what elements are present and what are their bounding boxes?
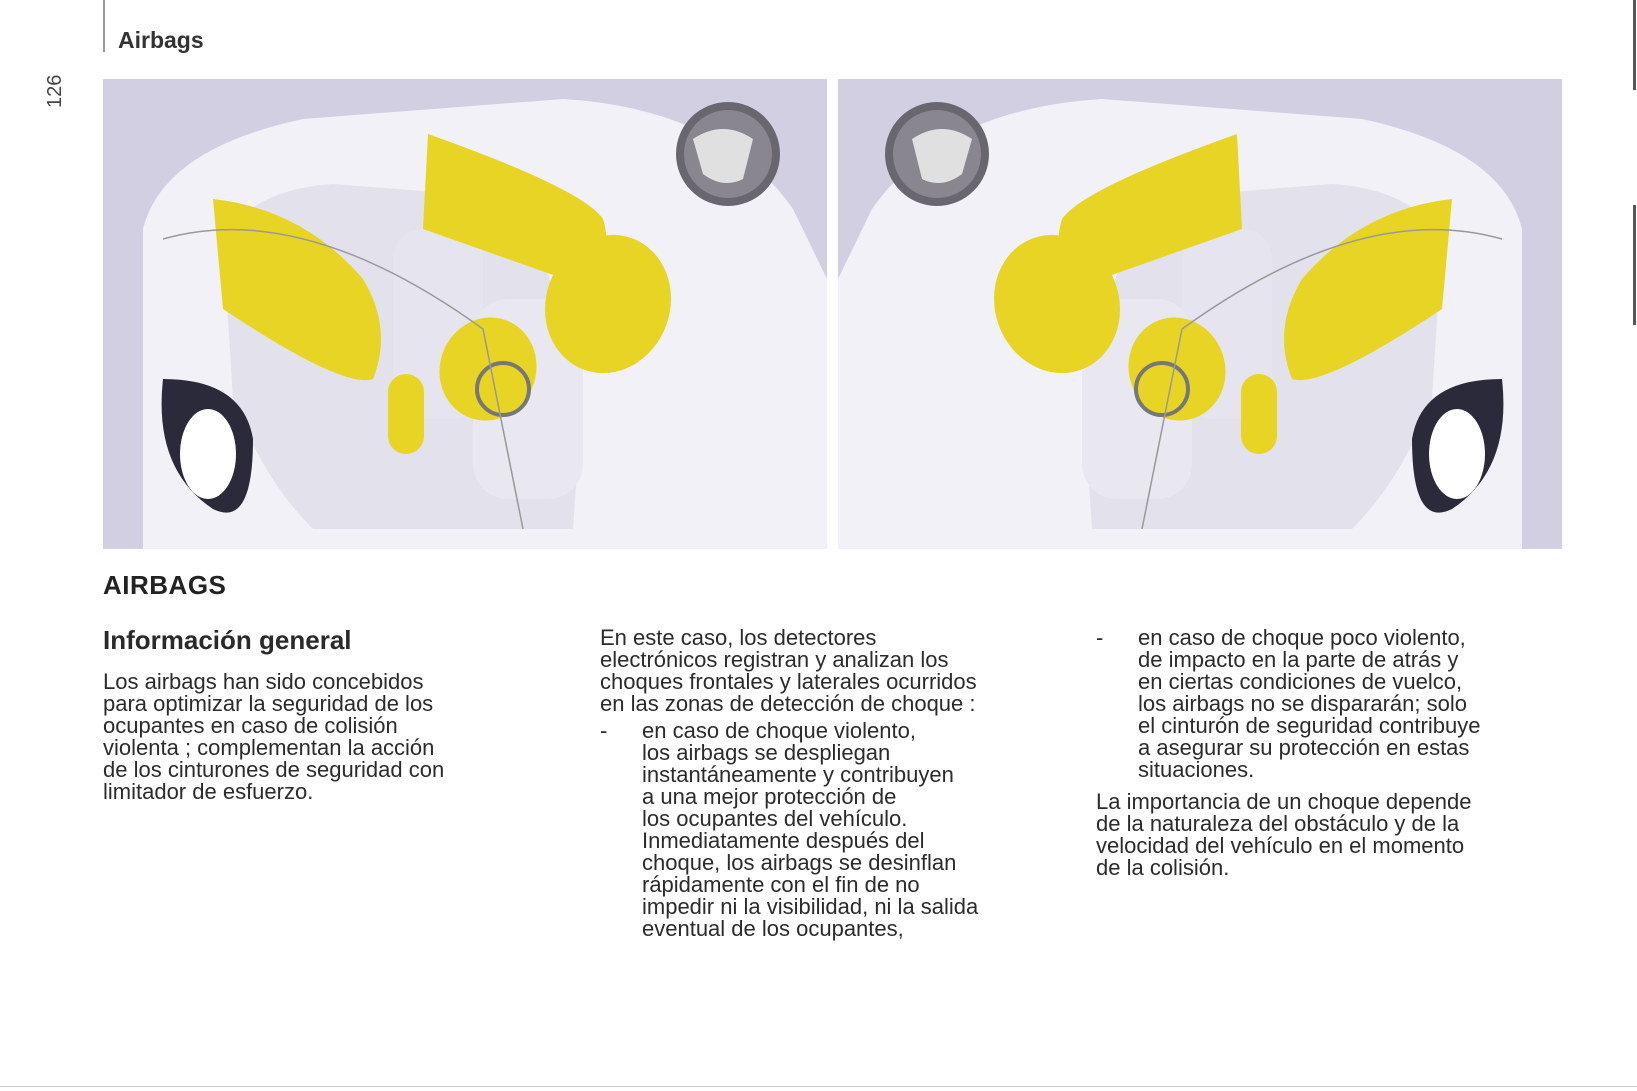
text-column-3 xyxy=(1096,627,1566,879)
text-line: velocidad del vehículo en el momento xyxy=(1096,833,1465,858)
header-title: Airbags xyxy=(118,27,204,53)
bullet-violent-crash xyxy=(600,720,1070,940)
text-line: electrónicos registran y analizan los xyxy=(600,647,949,672)
text-line: a asegurar su protección en estas xyxy=(1138,735,1470,760)
wheel-hub xyxy=(180,409,236,499)
text-line: de la naturaleza del obstáculo y de la xyxy=(1096,811,1460,836)
text-line: los airbags no se dispararán; solo xyxy=(1138,691,1467,716)
text-line: los ocupantes del vehículo. xyxy=(642,806,908,831)
text-line: eventual de los ocupantes, xyxy=(642,916,904,941)
airbag-illustration-left-svg xyxy=(103,79,827,549)
text-line: Los airbags han sido concebidos xyxy=(103,669,424,694)
text-line: choque, los airbags se desinflan xyxy=(642,850,957,875)
bottom-rule xyxy=(0,1086,1637,1087)
bullet-dash: - xyxy=(600,718,608,743)
airbag-side-front xyxy=(388,374,424,454)
text-line: en caso de choque poco violento, xyxy=(1138,625,1466,650)
text-line: en ciertas condiciones de vuelco, xyxy=(1138,669,1463,694)
edge-rule-top xyxy=(1633,0,1636,90)
crash-severity-paragraph xyxy=(1096,791,1566,879)
bullet-mild-crash xyxy=(1096,627,1566,781)
bullet-dash: - xyxy=(1096,625,1104,650)
airbag-illustration-right-svg xyxy=(838,79,1562,549)
text-line: La importancia de un choque depende xyxy=(1096,789,1472,814)
detection-paragraph xyxy=(600,627,1070,715)
text-line: en las zonas de detección de choque : xyxy=(600,691,976,716)
intro-paragraph xyxy=(103,671,533,803)
page-number: 126 xyxy=(44,74,66,108)
text-line: violenta ; complementan la acción xyxy=(103,735,435,760)
airbag-illustration-right xyxy=(838,79,1562,549)
text-line: a una mejor protección de xyxy=(642,784,897,809)
text-line: instantáneamente y contribuyen xyxy=(642,762,954,787)
text-line: de impacto en la parte de atrás y xyxy=(1138,647,1459,672)
text-column-2 xyxy=(600,627,1070,940)
text-line: de la colisión. xyxy=(1096,855,1230,880)
header-rule xyxy=(103,0,105,52)
wheel-hub xyxy=(1429,409,1485,499)
text-line: en caso de choque violento, xyxy=(642,718,916,743)
text-line: el cinturón de seguridad contribuye xyxy=(1138,713,1481,738)
text-line: En este caso, los detectores xyxy=(600,625,877,650)
text-line: para optimizar la seguridad de los xyxy=(103,691,434,716)
text-line: ocupantes en caso de colisión xyxy=(103,713,398,738)
text-line: rápidamente con el fin de no xyxy=(642,872,920,897)
mirrored-group xyxy=(838,79,1562,549)
text-column-1 xyxy=(103,671,533,803)
text-line: de los cinturones de seguridad con xyxy=(103,757,445,782)
section-title: AIRBAGS xyxy=(103,570,227,600)
text-line: situaciones. xyxy=(1138,757,1255,782)
text-line: Inmediatamente después del xyxy=(642,828,925,853)
subsection-title: Información general xyxy=(103,625,352,655)
text-line: impedir ni la visibilidad, ni la salida xyxy=(642,894,979,919)
text-line: los airbags se despliegan xyxy=(642,740,891,765)
text-line: choques frontales y laterales ocurridos xyxy=(600,669,977,694)
edge-rule-middle xyxy=(1633,205,1636,325)
airbag-side-front xyxy=(1241,374,1277,454)
airbag-illustration-left xyxy=(103,79,827,549)
text-line: limitador de esfuerzo. xyxy=(103,779,314,804)
